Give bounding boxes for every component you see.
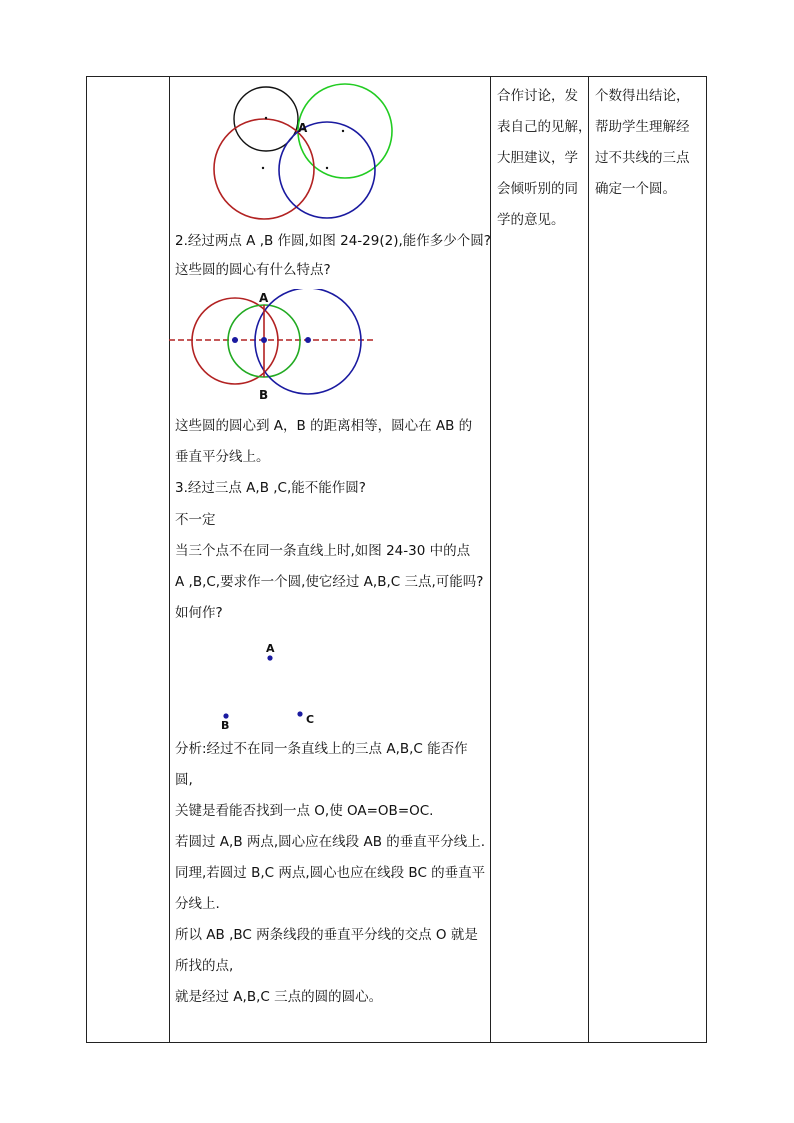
point-a-label: A xyxy=(298,121,308,135)
figure-four-circles xyxy=(209,81,449,226)
center-dot xyxy=(261,337,267,343)
point-c xyxy=(297,711,302,716)
center-dot xyxy=(326,167,328,169)
student-activity-line: 表自己的见解， xyxy=(497,119,592,135)
design-intent-cell xyxy=(588,77,707,1042)
point-b xyxy=(223,713,228,718)
student-activity-cell xyxy=(490,77,592,1042)
point-a-label: A xyxy=(266,642,275,655)
center-dot xyxy=(305,337,311,343)
conclusion-line-1: 所以 AB ,BC 两条线段的垂直平分线的交点 O 就是 xyxy=(175,927,478,943)
answer-2-line-1: 这些圆的圆心到 A，B 的距离相等，圆心在 AB 的 xyxy=(175,418,473,434)
ab-bisector-line: 若圆过 A,B 两点,圆心应在线段 AB 的垂直平分线上. xyxy=(175,834,486,850)
design-intent-line: 帮助学生理解经 xyxy=(595,119,690,135)
conclusion-line-2: 所找的点, xyxy=(175,958,234,974)
question-3: 3.经过三点 A,B ,C,能不能作圆? xyxy=(175,480,366,496)
case-line-3: 如何作? xyxy=(175,605,223,621)
center-dot xyxy=(262,167,264,169)
student-activity-text xyxy=(497,81,592,236)
point-b-label: B xyxy=(259,388,269,402)
figure-bisector-circles xyxy=(169,289,389,404)
student-activity-line: 合作讨论，发 xyxy=(497,88,578,104)
design-intent-line: 过不共线的三点 xyxy=(595,150,690,166)
analysis-line-2: 圆, xyxy=(175,772,193,788)
answer-2-line-2: 垂直平分线上。 xyxy=(175,449,270,465)
answer-3: 不一定 xyxy=(175,512,216,528)
design-intent-line: 确定一个圆。 xyxy=(595,181,676,197)
teaching-content-cell xyxy=(169,77,490,1042)
case-line-1: 当三个点不在同一条直线上时,如图 24-30 中的点 xyxy=(175,543,471,559)
analysis-line-1: 分析:经过不在同一条直线上的三点 A,B,C 能否作 xyxy=(175,741,468,757)
case-line-2: A ,B,C,要求作一个圆,使它经过 A,B,C 三点,可能吗? xyxy=(175,574,484,590)
question-2-line-2: 这些圆的圆心有什么特点? xyxy=(175,262,331,278)
center-dot xyxy=(342,130,344,132)
center-dot xyxy=(232,337,238,343)
point-b-label: B xyxy=(221,719,230,732)
circle-green xyxy=(298,84,392,178)
student-activity-line: 大胆建议，学 xyxy=(497,150,578,166)
conclusion-line-3: 就是经过 A,B,C 三点的圆的圆心。 xyxy=(175,989,383,1005)
lesson-table xyxy=(86,76,707,1043)
design-intent-line: 个数得出结论， xyxy=(595,88,690,104)
point-a-label: A xyxy=(259,291,269,305)
student-activity-line: 会倾听别的同 xyxy=(497,181,578,197)
empty-left-cell xyxy=(87,77,169,1042)
figure-three-points xyxy=(209,637,369,737)
question-2-line-1: 2.经过两点 A ,B 作圆,如图 24-29(2),能作多少个圆? xyxy=(175,233,491,249)
circle-blue xyxy=(279,122,375,218)
bc-bisector-line-1: 同理,若圆过 B,C 两点,圆心也应在线段 BC 的垂直平 xyxy=(175,865,486,881)
design-intent-text xyxy=(595,81,690,205)
point-c-label: C xyxy=(306,713,315,726)
point-a xyxy=(267,655,272,660)
student-activity-line: 学的意见。 xyxy=(497,212,565,228)
bc-bisector-line-2: 分线上. xyxy=(175,896,220,912)
key-line: 关键是看能否找到一点 O,使 OA=OB=OC. xyxy=(175,803,434,819)
center-dot xyxy=(265,117,267,119)
